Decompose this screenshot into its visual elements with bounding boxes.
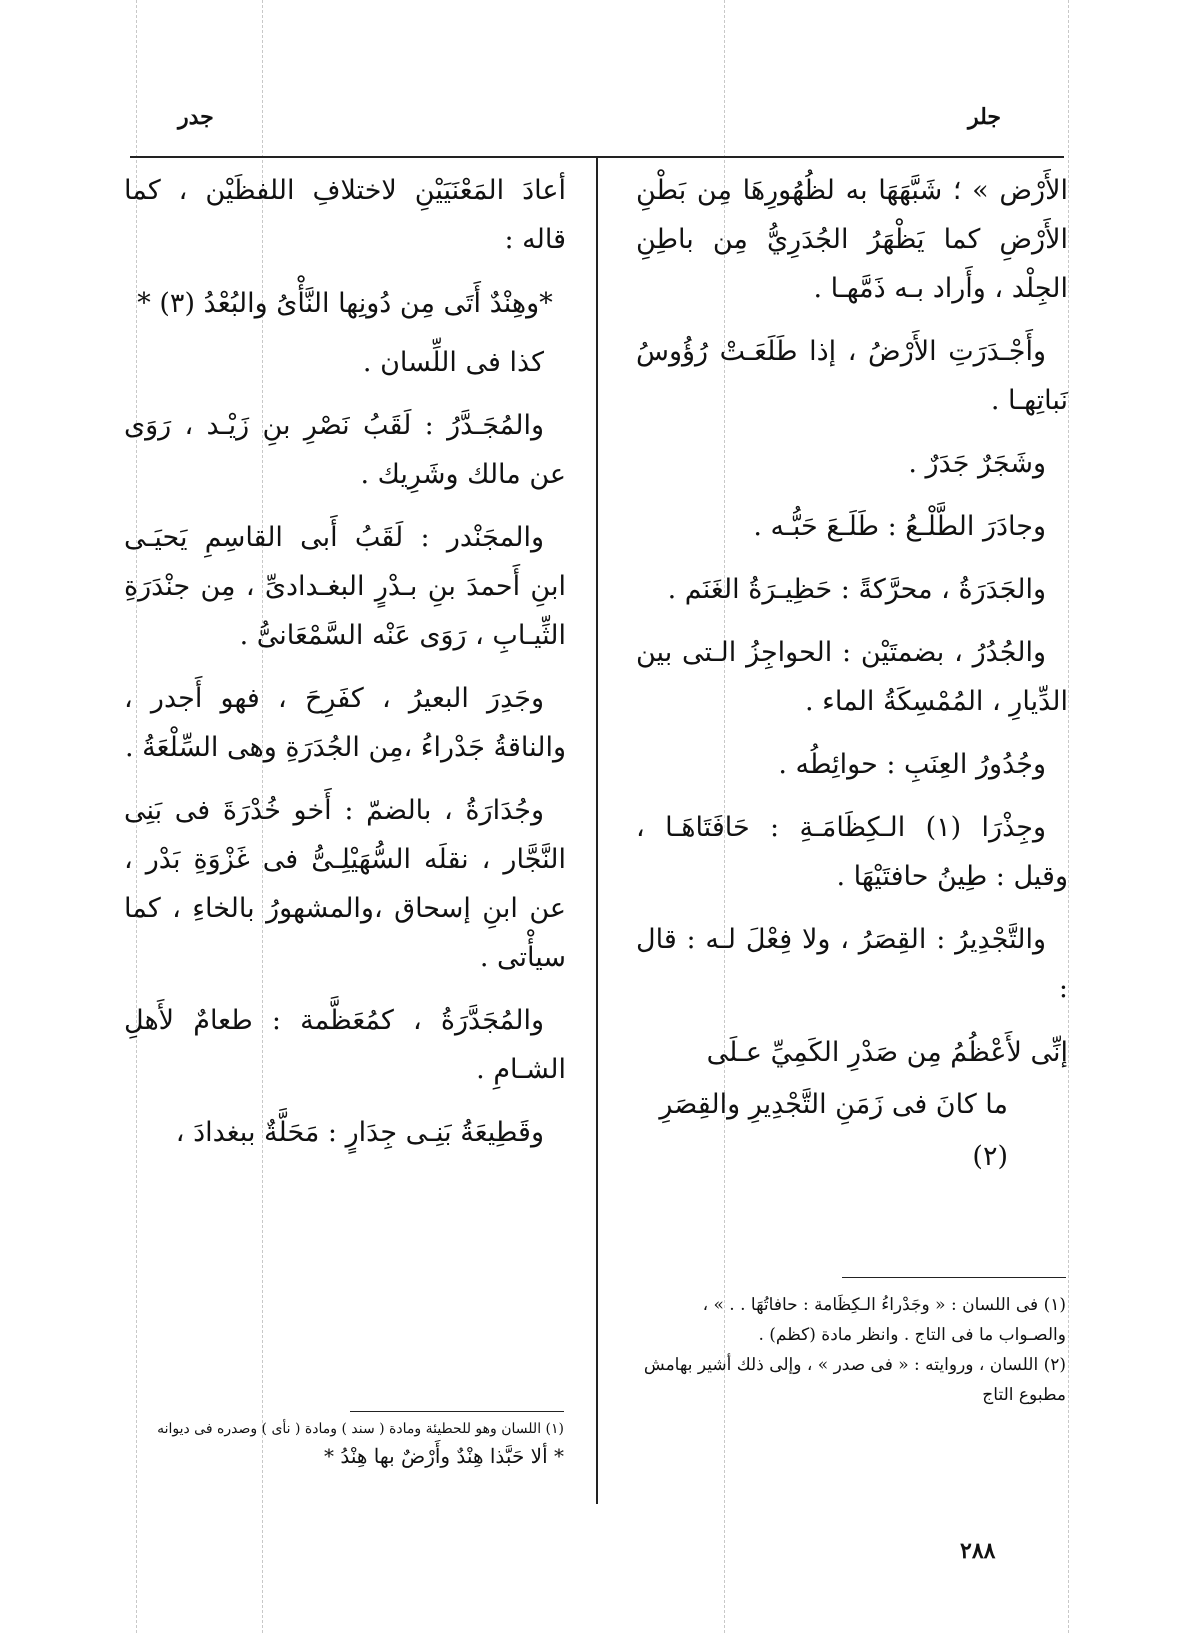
running-head-right: جلر [968,104,1002,130]
footnote: (٢) اللسان ، وروايته : « فى صدر » ، وإلى ذلك أشير بهامش مطبوع التاج [643,1355,1066,1405]
entry-paragraph: والمُجَدَّرَةُ ، كمُعَظَّمة : طعامٌ لأَهلِ الشـامِ . [124,1005,566,1085]
entry-paragraph: أعادَ المَعْنَيَيْنِ لاختلافِ اللفظَيْن ، كما قاله : [124,175,566,255]
footnotes-left [124,1418,564,1472]
entry-paragraph: كذا فى اللِّسان . [362,347,544,378]
footnotes-right [636,1290,1066,1410]
entry-paragraph: والمجَنْدر : لَقَبُ أَبى القاسِمِ يَحيَـى ابنِ أَحمدَ بنِ بـدْرٍ البغـدادىِّ ، مِن جنْدَرَةِ الثِّيـابِ ، رَوَى عَنْه السَّمْعَانىُّ . [124,522,567,651]
scan-guide-line [1068,0,1069,1633]
entry-paragraph: الأَرْض » ؛ شَبَّهَهَا به لظُهُورِهَا مِن بَطْنِ الأَرْضِ كما يَظْهَرُ الجُدَرِيُّ مِن باطِنِ الجِلْد ، وأَراد بـه ذَمَّهـا . [636,175,1068,304]
verse-line: إنِّى لأَعْظُمُ مِن صَدْرِ الكَمِيِّ عـلَى [706,1037,1068,1068]
verse-line: ما كانَ فى زَمَنِ التَّجْدِيرِ والقِصَرِ (٢) [659,1089,1008,1172]
right-column [636,166,1068,1197]
footnote: (١) فى اللسان : « وجَدْراءُ الـكِظَامة : حافاتُهَا . . » ، والصـواب ما فى التاج . وانظر مادة (كظم) . [702,1295,1066,1345]
footnote-verse: * ألا حَبَّذا هِنْدٌ وأَرْضٌ بها هِنْدُ * [323,1444,564,1468]
footnote: (١) اللسان وهو للحطيئة ومادة ( سند ) ومادة ( نأى ) وصدره فى ديوانه [157,1421,564,1437]
entry-paragraph: وشَجَرٌ جَدَرٌ . [908,448,1046,479]
entry-paragraph: وقَطِيعَةُ بَنِـى جِدَارٍ : مَحَلَّةٌ ببغدادَ ، [175,1117,544,1148]
running-head-left: جدر [178,104,214,130]
entry-paragraph: والتَّجْدِيرُ : القِصَرُ ، ولا فِعْلَ لـه : قال : [636,924,1068,1004]
footnote-rule [842,1277,1066,1278]
entry-paragraph: والجَدَرَةُ ، محرَّكةً : حَظِيـرَةُ الغَنَم . [667,574,1046,605]
entry-paragraph: وجِذْرَا (١) الـكِظَامَـةِ : حَافَتَاهَـا ، وقيل : طِينُ حافتَيْهَا . [636,812,1068,892]
entry-paragraph: وجُدُورُ العِنَبِ : حوائِطُه . [778,749,1046,780]
poetry-verse [636,1027,1068,1183]
entry-paragraph: وجَدِرَ البعيرُ ، كفَرِحَ ، فهو أَجدر ، والناقةُ جَدْراءُ ،مِن الجُدَرَةِ وهى السِّلْعَةُ . [124,683,566,763]
verse-quote: *وهِنْدٌ أَتَى مِن دُونِها النَّأْىُ والبُعْدُ (٣) * [137,288,553,319]
footnote-rule [350,1411,564,1412]
entry-paragraph: والجُدُرُ ، بضمتَيْن : الحواجِزُ الـتى بين الدِّيارِ ، المُمْسِكَةُ الماء . [636,637,1068,717]
entry-paragraph: وأَجْـدَرَتِ الأَرْضُ ، إذا طَلَعَـتْ رُؤُوسُ نَباتِهـا . [636,336,1068,416]
entry-paragraph: وجادَرَ الطَّلْـعُ : طَلَـعَ حَبُّـه . [753,511,1046,542]
left-column [124,166,566,1171]
column-divider [596,158,598,1504]
entry-paragraph: والمُجَـدَّرُ : لَقَبُ نَصْرِ بنِ زَيْـد ، رَوَى عن مالك وشَرِيك . [124,410,566,490]
page-number: ٢٨٨ [960,1538,996,1564]
entry-paragraph: وجُدَارَةُ ، بالضمّ : أَخو خُدْرَةَ فى بَنِى النَّجَّار ، نقلَه السُّهَيْلِـىُّ فى غَزْوَةِ بَدْر ، عن ابنِ إسحاق ،والمشهورُ بالخاءِ ، كما سيأْتى . [124,795,566,973]
